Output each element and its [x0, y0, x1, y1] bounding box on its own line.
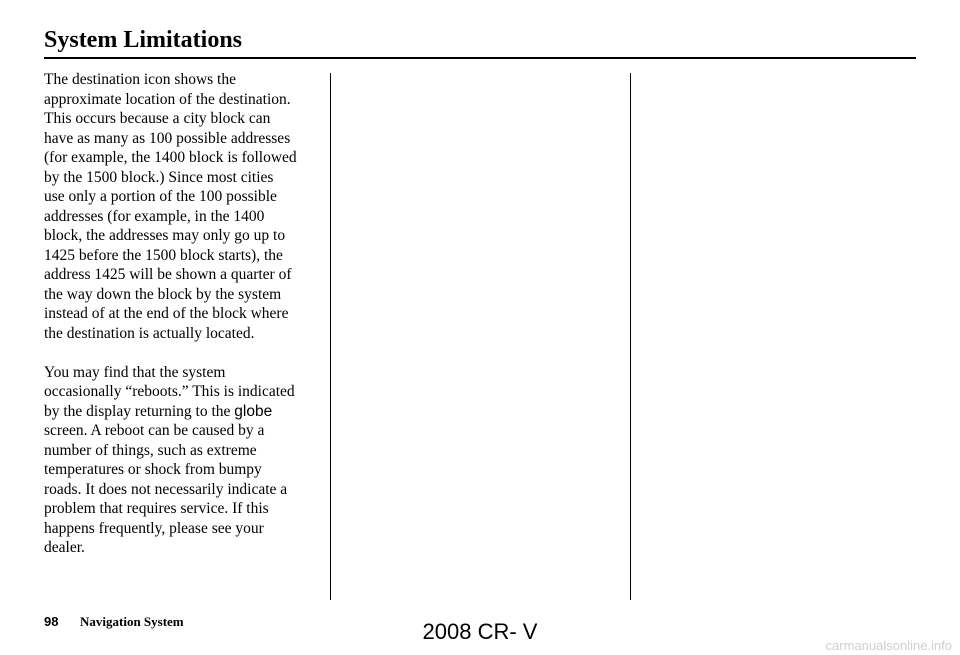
text-line: dealer. [44, 539, 85, 556]
text-line: instead of at the end of the block where [44, 305, 289, 322]
model-label: 2008 CR- V [422, 619, 538, 644]
text-line: screen. A reboot can be caused by a [44, 422, 265, 439]
text-line: the destination is actually located. [44, 324, 255, 342]
text-line: approximate location of the destination. [44, 90, 291, 108]
text-line: block, the addresses may only go up to [44, 227, 286, 244]
text-line: number of things, such as extreme [44, 441, 257, 459]
column-divider [330, 73, 331, 600]
page-number: 98 [44, 614, 59, 629]
text-line: use only a portion of the 100 possible [44, 188, 277, 205]
text-column [44, 70, 328, 558]
text-line: temperatures or shock from bumpy [44, 461, 262, 478]
text-line: the way down the block by the system [44, 285, 282, 303]
globe-screen-term: globe [234, 402, 273, 420]
text-line: You may find that the system [44, 363, 226, 381]
paragraph-reboot [44, 363, 328, 558]
text-line: The destination icon shows the [44, 71, 236, 88]
title-rule [44, 57, 916, 59]
text-fragment: by the display returning to the [44, 402, 235, 420]
watermark: carmanualsonline.info [825, 638, 952, 653]
text-line [44, 402, 328, 422]
text-line: address 1425 will be shown a quarter of [44, 266, 292, 283]
text-line: addresses (for example, in the 1400 [44, 207, 265, 225]
text-line: This occurs because a city block can [44, 110, 271, 127]
text-line: (for example, the 1400 block is followed [44, 149, 297, 166]
text-line: have as many as 100 possible addresses [44, 129, 291, 147]
column-divider [630, 73, 631, 600]
paragraph-destination-icon [44, 70, 328, 343]
page-title: System Limitations [44, 27, 242, 53]
text-line: by the 1500 block.) Since most cities [44, 168, 274, 186]
text-line: occasionally “reboots.” This is indicated [44, 383, 295, 400]
text-line: problem that requires service. If this [44, 500, 269, 517]
footer-section-label: Navigation System [80, 614, 184, 629]
text-line: happens frequently, please see your [44, 519, 264, 537]
text-line: 1425 before the 1500 block starts), the [44, 246, 283, 264]
text-line: roads. It does not necessarily indicate a [44, 480, 288, 498]
